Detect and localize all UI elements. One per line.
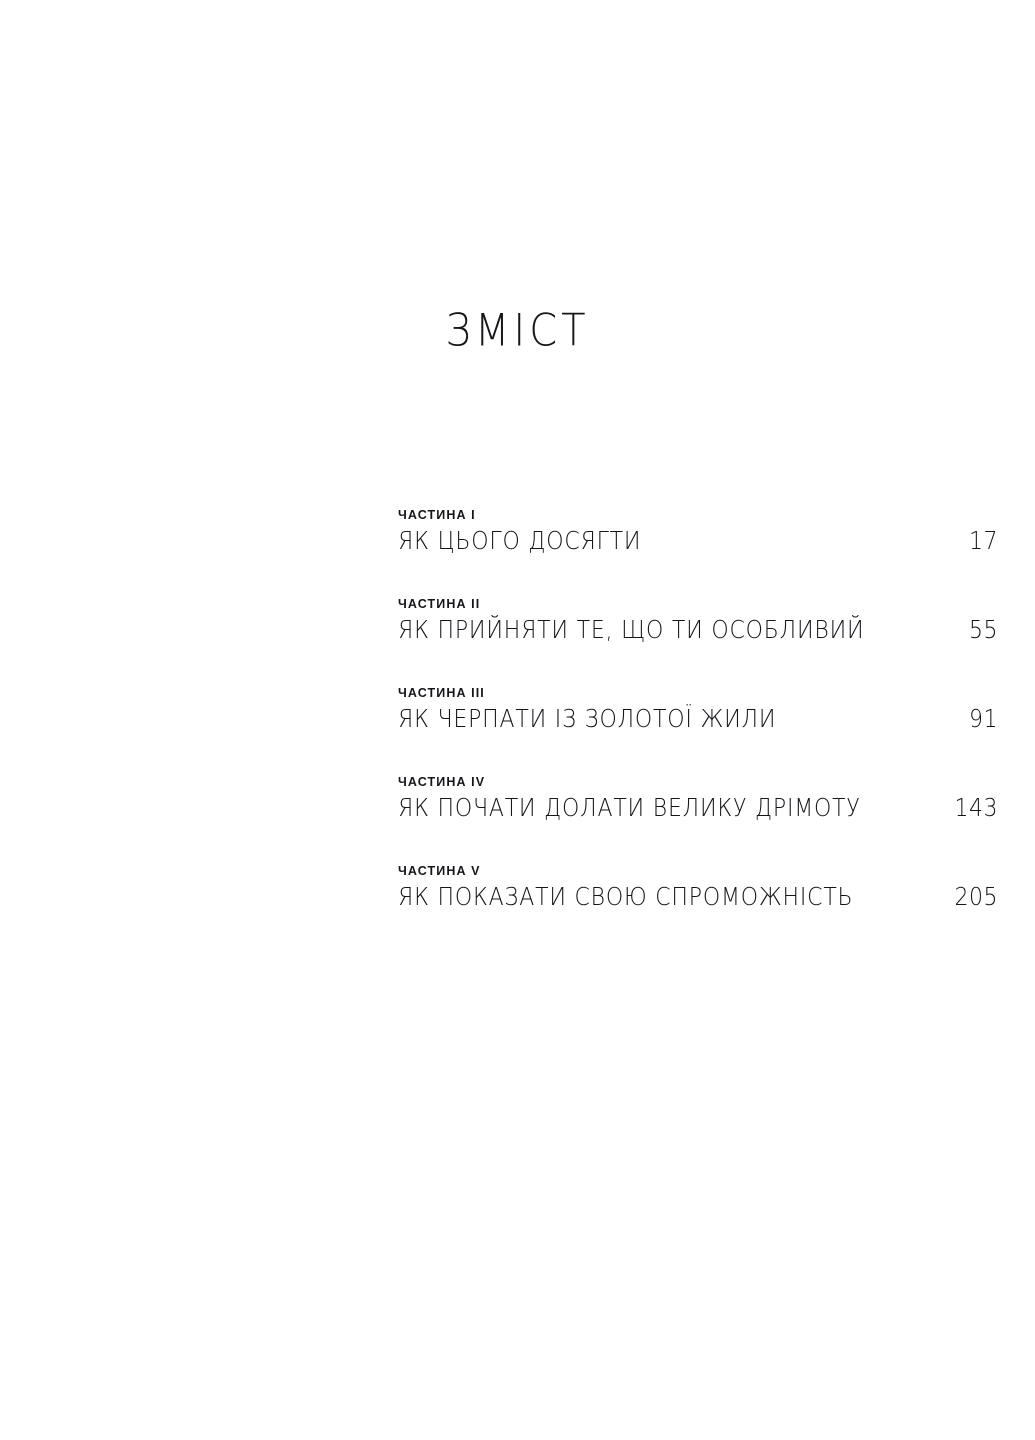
entry-row [398, 527, 998, 556]
table-of-contents-list [398, 508, 998, 912]
page-title: ЗМІСТ [445, 305, 590, 357]
entry-page-number: 55 [969, 616, 998, 645]
entry-title: ЯК ЦЬОГО ДОСЯГТИ [398, 527, 642, 556]
entry-title: ЯК ПОКАЗАТИ СВОЮ СПРОМОЖНІСТЬ [398, 883, 854, 912]
list-item[interactable] [398, 864, 998, 912]
part-label: ЧАСТИНА IV [398, 775, 486, 789]
part-label: ЧАСТИНА II [398, 597, 481, 611]
part-label: ЧАСТИНА III [398, 686, 485, 700]
entry-title: ЯК ПРИЙНЯТИ ТЕ, ЩО ТИ ОСОБЛИВИЙ [398, 616, 865, 645]
list-item[interactable] [398, 686, 998, 734]
entry-page-number: 143 [954, 794, 998, 823]
entry-page-number: 205 [954, 883, 998, 912]
entry-row [398, 883, 998, 912]
entry-row [398, 616, 998, 645]
entry-page-number: 91 [969, 705, 998, 734]
entry-row [398, 794, 998, 823]
list-item[interactable] [398, 508, 998, 556]
entry-title: ЯК ПОЧАТИ ДОЛАТИ ВЕЛИКУ ДРІМОТУ [398, 794, 861, 823]
entry-title: ЯК ЧЕРПАТИ ІЗ ЗОЛОТОЇ ЖИЛИ [398, 705, 777, 734]
entry-page-number: 17 [969, 527, 998, 556]
list-item[interactable] [398, 597, 998, 645]
part-label: ЧАСТИНА V [398, 864, 481, 878]
entry-row [398, 705, 998, 734]
part-label: ЧАСТИНА I [398, 508, 476, 522]
list-item[interactable] [398, 775, 998, 823]
